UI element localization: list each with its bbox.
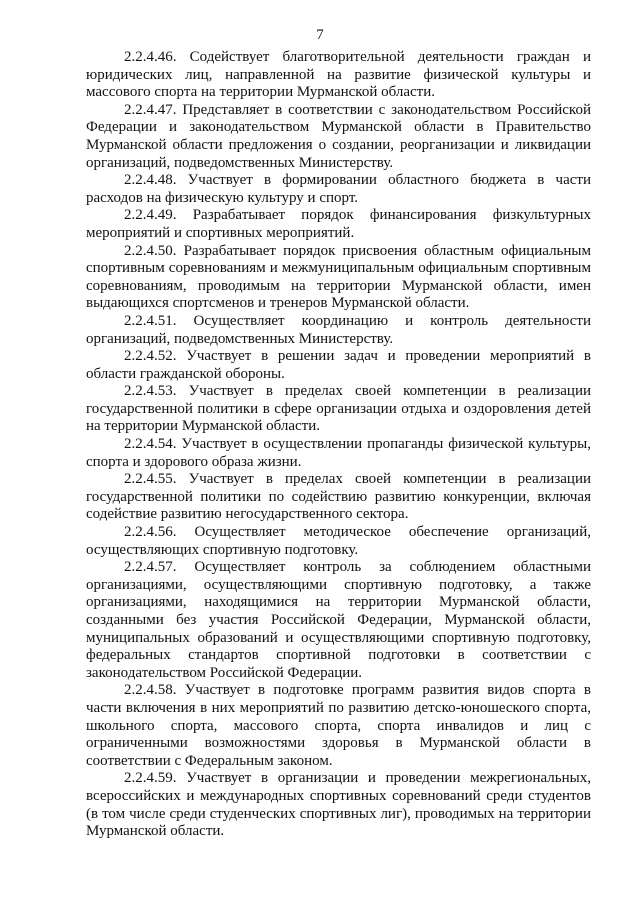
paragraph-2-2-4-57: 2.2.4.57. Осуществляет контроль за соблюдением областными организациями, осуществляющими спортивную подготовку, а также организациями, находящимися на территории Мурманской области, созданными без участия Российской Федерации, Мурманской области, муниципальных образований и осуществляющими спортивную подготовку, федеральных стандартов спортивной подготовки в соответствии с законодательством Российской Федерации. bbox=[86, 559, 591, 681]
paragraph-2-2-4-48: 2.2.4.48. Участвует в формировании областного бюджета в части расходов на физическую культуру и спорт. bbox=[86, 172, 591, 206]
paragraph-2-2-4-53: 2.2.4.53. Участвует в пределах своей компетенции в реализации государственной политики в сфере организации отдыха и оздоровления детей на территории Мурманской области. bbox=[86, 383, 591, 435]
paragraph-2-2-4-56: 2.2.4.56. Осуществляет методическое обеспечение организаций, осуществляющих спортивную подготовку. bbox=[86, 524, 591, 558]
paragraph-2-2-4-54: 2.2.4.54. Участвует в осуществлении пропаганды физической культуры, спорта и здорового образа жизни. bbox=[86, 436, 591, 470]
paragraph-2-2-4-59: 2.2.4.59. Участвует в организации и проведении межрегиональных, всероссийских и международных спортивных соревнований среди студентов (в том числе среди студенческих спортивных лиг), проводимых на территории Мурманской области. bbox=[86, 770, 591, 840]
paragraph-2-2-4-52: 2.2.4.52. Участвует в решении задач и проведении мероприятий в области гражданской обороны. bbox=[86, 348, 591, 382]
paragraph-2-2-4-58: 2.2.4.58. Участвует в подготовке программ развития видов спорта в части включения в них мероприятий по развитию детско-юношеского спорта, школьного спорта, массового спорта, спорта инвалидов и лиц с ограниченными возможностями здоровья в Мурманской области в соответствии с Федеральным законом. bbox=[86, 682, 591, 769]
page-number: 7 bbox=[316, 27, 324, 43]
paragraph-2-2-4-49: 2.2.4.49. Разрабатывает порядок финансирования физкультурных мероприятий и спортивных мероприятий. bbox=[86, 207, 591, 241]
paragraph-2-2-4-50: 2.2.4.50. Разрабатывает порядок присвоения областным официальным спортивным соревнованиям и межмуниципальным официальным спортивным соревнованиям, проводимым на территории Мурманской области, имен выдающихся спортсменов и тренеров Мурманской области. bbox=[86, 242, 591, 312]
paragraph-2-2-4-51: 2.2.4.51. Осуществляет координацию и контроль деятельности организаций, подведомственных Министерству. bbox=[86, 312, 591, 347]
paragraph-2-2-4-47: 2.2.4.47. Представляет в соответствии с законодательством Российской Федерации и законодательством Мурманской области в Правительство Мурманской области предложения о создании, реорганизации и ликвидации организаций, подведомственных Министерству. bbox=[86, 101, 591, 171]
paragraph-2-2-4-46: 2.2.4.46. Содействует благотворительной деятельности граждан и юридических лиц, направленной на развитие физической культуры и массового спорта на территории Мурманской области. bbox=[86, 49, 591, 101]
document-body bbox=[86, 49, 591, 841]
paragraph-2-2-4-55: 2.2.4.55. Участвует в пределах своей компетенции в реализации государственной политики по содействию развитию конкуренции, включая содействие развитию негосударственного сектора. bbox=[86, 471, 591, 523]
